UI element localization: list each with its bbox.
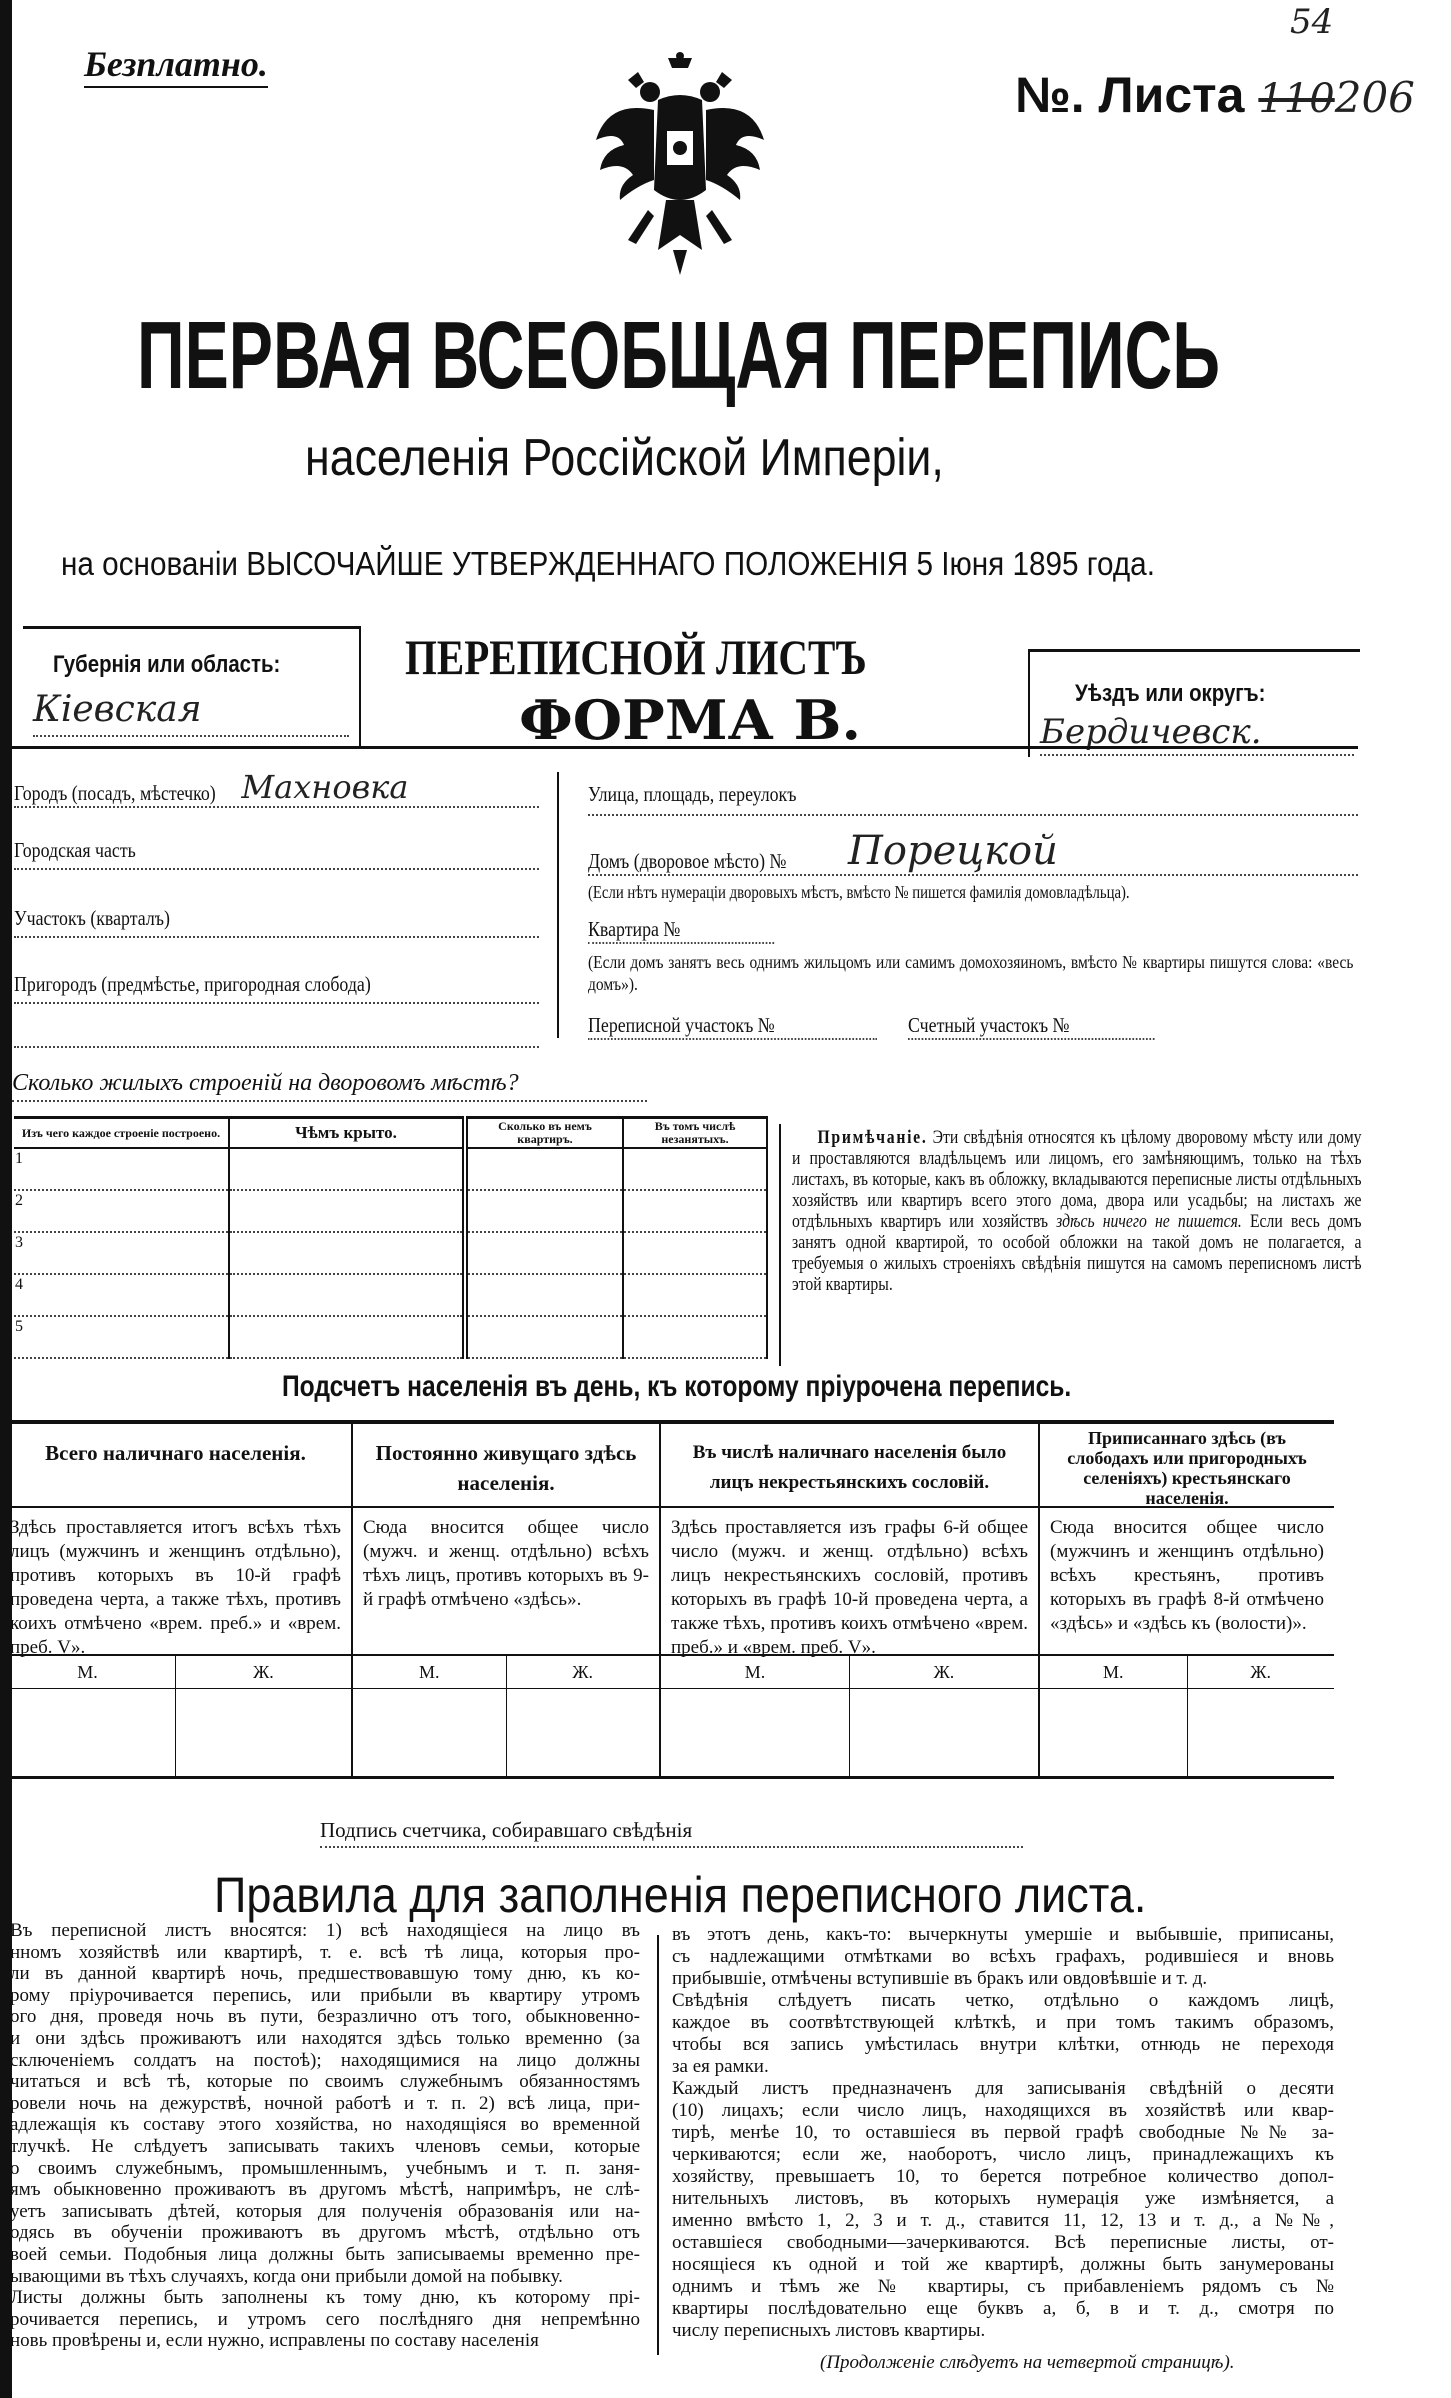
- rules-line: Въ переписной листъ вносятся: 1) всѣ находящіеся на лицо въ: [10, 1920, 640, 1941]
- rules-line: за ея рамки.: [672, 2056, 769, 2077]
- rules-line: въ этотъ день, какъ-то: вычеркнуты умершіе и выбывшіе, приписаны,: [672, 1924, 1334, 1945]
- rules-line: чтобы вся запись умѣстилась внутри клѣтки, отнюдь не переходя: [672, 2034, 1334, 2055]
- building-row: [14, 1232, 767, 1274]
- building-cell[interactable]: [14, 1190, 229, 1232]
- building-row-number: 1: [15, 1150, 23, 1167]
- building-cell[interactable]: [229, 1190, 465, 1232]
- rules-line: съ надлежащими отмѣтками во всѣхъ графахъ, родившіеся и вновь: [672, 1946, 1334, 1967]
- note-bracket: [779, 1124, 781, 1366]
- male-header: М.: [744, 1662, 766, 1682]
- count-col-resident-desc: Сюда вносится общее число (мужч. и женщ. отдѣльно) всѣхъ тѣхъ лицъ, противъ которыхъ въ 9-й графѣ отмѣчено «здѣсь».: [353, 1508, 659, 1656]
- building-cell[interactable]: [229, 1148, 465, 1190]
- form-type: ФОРМА В.: [519, 688, 862, 752]
- count-district-field[interactable]: Счетный участокъ №: [908, 1013, 1155, 1040]
- building-row: [14, 1274, 767, 1316]
- building-row-number: 3: [15, 1234, 23, 1251]
- rules-line: оставшіеся свободными—зачеркиваются. Всѣ переписные листы, от-: [672, 2232, 1334, 2253]
- rules-line: хозяйству, превышаетъ 10, то берется потребное количество допол-: [672, 2166, 1334, 2187]
- apartment-note: (Если домъ занятъ весь однимъ жильцомъ или самимъ домохозяиномъ, вмѣсто № квартиры пишутся слова: «весь домъ»).: [588, 952, 1354, 994]
- female-header: Ж.: [175, 1656, 351, 1688]
- house-value: Порецкой: [848, 828, 1058, 874]
- rules-line: ого дня, проведя ночь въ пути, безразлично отъ того, обыкновенно-: [10, 2006, 640, 2028]
- female-header: Ж.: [1187, 1656, 1335, 1688]
- rules-continuation: (Продолженіе слѣдуетъ на четвертой страницѣ).: [820, 2352, 1235, 2373]
- suburb-field-extra[interactable]: [14, 1024, 539, 1048]
- count-col-nonpeasant: [660, 1422, 1039, 1778]
- female-header: Ж.: [506, 1656, 660, 1688]
- note: [792, 1128, 1362, 1296]
- rules-line: черкиваются; если же, наоборотъ, число лицъ, принадлежащихъ къ: [672, 2144, 1334, 2165]
- page-mark: 54: [1290, 2, 1334, 42]
- town-field[interactable]: [14, 770, 539, 808]
- form-name: ПЕРЕПИСНОЙ ЛИСТЪ: [405, 629, 867, 685]
- note-text: Эти свѣдѣнія относятся къ цѣлому дворовому мѣсту или дому и проставляются владѣльцемъ или лицомъ, его замѣняющимъ, только на тѣхъ листахъ, въ которые, какъ въ обложку, вкладываются переписные листы отдѣльныхъ хозяйствъ или квартиръ всего этого дома, двора или усадьбы; на листахъ же отдѣльныхъ квартиръ или хозяйствъ: [792, 1128, 1362, 1232]
- rules-line: тирѣ, менѣе 10, то оставшіеся въ первой графѣ свободные №№ за-: [672, 2122, 1334, 2143]
- house-label: Домъ (дворовое мѣсто) №: [588, 849, 787, 873]
- rules-line: ывающими въ тѣхъ случаяхъ, когда они прибыли домой на побывку.: [10, 2265, 563, 2287]
- count-col-present: [0, 1422, 352, 1778]
- female-cell[interactable]: [849, 1689, 1038, 1776]
- rules-line: Каждый листъ предназначенъ для записыванія свѣдѣній о десяти: [672, 2078, 1334, 2099]
- rules-divider: [657, 1935, 659, 2355]
- male-header: М.: [77, 1662, 98, 1682]
- building-cell[interactable]: [229, 1274, 465, 1316]
- male-cell[interactable]: [353, 1689, 506, 1776]
- building-cell[interactable]: [465, 1274, 623, 1316]
- rules-line: тлучкѣ. Не слѣдуетъ записывать такихъ членовъ семьи, которые: [10, 2135, 640, 2157]
- count-title: Подсчетъ населенія въ день, къ которому пріурочена перепись.: [282, 1370, 1072, 1403]
- rules-line: ли въ данной квартирѣ ночь, предшествовавшую тому дню, къ ко-: [10, 1963, 640, 1985]
- apartment-field[interactable]: Квартира №: [588, 917, 774, 944]
- building-cell[interactable]: [229, 1232, 465, 1274]
- city-part-label: Городская часть: [14, 838, 136, 862]
- count-col-peasant-desc: Сюда вносится общее число (мужчинъ и женщинъ отдѣльно) всѣхъ крестьянъ, противъ которыхъ въ графѣ 8-й отмѣчено «здѣсь» и «здѣсь къ (волости)».: [1040, 1508, 1334, 1656]
- building-row-number: 5: [15, 1318, 23, 1335]
- legal-basis: на основаніи ВЫСОЧАЙШЕ УТВЕРЖДЕННАГО ПОЛОЖЕНІЯ 5 Іюня 1895 года.: [61, 545, 1155, 582]
- building-cell[interactable]: [229, 1316, 465, 1358]
- header-rule: [12, 746, 1358, 749]
- male-cell[interactable]: [0, 1689, 175, 1776]
- male-cell[interactable]: [1040, 1689, 1187, 1776]
- free-label: Безплатно.: [84, 42, 268, 88]
- rules-line: сключеніемъ солдатъ на постоѣ); находящимися на лицо должны: [10, 2049, 640, 2071]
- female-cell[interactable]: [506, 1689, 660, 1776]
- building-cell[interactable]: [14, 1316, 229, 1358]
- building-cell[interactable]: [623, 1148, 767, 1190]
- district-label: Уѣздъ или округъ:: [1075, 680, 1266, 707]
- subtitle: населенія Россійской Имперіи,: [305, 429, 944, 487]
- count-col-present-desc: Здѣсь проставляется итогъ всѣхъ тѣхъ лицъ (мужчинъ и женщинъ отдѣльно), противъ которыхъ въ 10-й графѣ проведена черта, а также тѣхъ, противъ коихъ отмѣчено «врем. преб.» и «врем. преб. V».: [0, 1508, 351, 1656]
- note-title: Примѣчаніе.: [817, 1128, 928, 1148]
- imperial-eagle-icon: [588, 50, 772, 280]
- rules-line: (10) лицахъ; если число лицъ, находящихся въ хозяйствѣ или квар-: [672, 2100, 1334, 2121]
- main-title: ПЕРВАЯ ВСЕОБЩАЯ ПЕРЕПИСЬ: [137, 302, 1220, 409]
- rules-line: числу переписныхъ листовъ квартиры.: [672, 2320, 986, 2341]
- block-label: Участокъ (кварталъ): [14, 906, 170, 930]
- rules-line: воей семьи. Подобныя лица должны быть записываемы временно пре-: [10, 2243, 640, 2265]
- male-header: М.: [418, 1662, 440, 1682]
- count-col-resident-head: Постоянно живущаго здѣсь населенія.: [353, 1424, 659, 1508]
- female-cell[interactable]: [175, 1689, 351, 1776]
- count-col-peasant: [1039, 1422, 1334, 1778]
- suburb-label: Пригородъ (предмѣстье, пригородная слобода): [14, 972, 371, 996]
- male-header: М.: [1102, 1662, 1124, 1682]
- sheet-number-new: 206: [1334, 73, 1415, 122]
- building-row: [14, 1190, 767, 1232]
- rules-left-column: [10, 1920, 640, 2352]
- rules-title: Правила для заполненія переписного листа.: [214, 1867, 1147, 1923]
- female-header: Ж.: [849, 1656, 1038, 1688]
- rules-line: Свѣдѣнія слѣдуетъ писать четко, отдѣльно о каждомъ лицѣ,: [672, 1990, 1334, 2011]
- address-divider: [557, 772, 559, 1038]
- note-text-2: Если весь домъ занятъ одной квартирой, то особой обложки на такой домъ не полагается, а требуемыя о жилыхъ строеніяхъ свѣдѣнія пишутся на самомъ переписномъ листѣ этой квартиры.: [792, 1212, 1362, 1295]
- town-label: Городъ (посадъ, мѣстечко): [14, 781, 216, 805]
- rules-right-column: [672, 1924, 1334, 2342]
- street-field[interactable]: [588, 782, 1358, 816]
- building-cell[interactable]: [623, 1316, 767, 1358]
- street-label: Улица, площадь, переулокъ: [588, 782, 797, 806]
- rules-line: одясь въ обученіи проживаютъ въ другомъ мѣстѣ, отдѣльно отъ: [10, 2222, 640, 2244]
- building-cell[interactable]: [465, 1232, 623, 1274]
- rules-line: уетъ записывать дѣтей, которыя для полученія образованія или на-: [10, 2200, 640, 2222]
- count-col-nonpeasant-head: Въ числѣ наличнаго населенія было лицъ некрестьянскихъ сословій.: [661, 1424, 1038, 1508]
- col-vacant: Въ томъ числѣ незанятыхъ.: [623, 1118, 767, 1149]
- building-row: [14, 1148, 767, 1190]
- rules-line: нномъ хозяйствѣ или квартирѣ, т. е. всѣ тѣ лица, которыя про-: [10, 1941, 640, 1963]
- city-part-field[interactable]: [14, 838, 539, 870]
- building-cell[interactable]: [623, 1232, 767, 1274]
- rules-line: Листы должны быть заполнены къ тому дню, къ которому прі-: [10, 2287, 640, 2309]
- building-cell[interactable]: [623, 1190, 767, 1232]
- rules-line: однимъ и тѣмъ же № квартиры, съ прибавленіемъ рядомъ съ №: [672, 2276, 1334, 2297]
- buildings-question: Сколько жилыхъ строеній на дворовомъ мѣстѣ?: [12, 1070, 519, 1096]
- count-col-resident: [352, 1422, 660, 1778]
- building-cell[interactable]: [623, 1274, 767, 1316]
- address-left: [14, 770, 539, 1048]
- count-col-present-head: Всего наличнаго населенія.: [0, 1424, 351, 1508]
- sheet-number: [1015, 66, 1415, 124]
- buildings-question-field[interactable]: [12, 1070, 647, 1102]
- address-right: [588, 782, 1358, 1040]
- building-cell[interactable]: [465, 1316, 623, 1358]
- signature-label: Подпись счетчика, собиравшаго свѣдѣнія: [320, 1818, 693, 1842]
- building-cell[interactable]: [14, 1232, 229, 1274]
- signature-field[interactable]: [320, 1818, 1023, 1848]
- building-cell[interactable]: [465, 1148, 623, 1190]
- female-cell[interactable]: [1187, 1689, 1335, 1776]
- buildings-table: [14, 1116, 768, 1359]
- note-italic: здѣсь ничего не пишется.: [1056, 1212, 1242, 1232]
- rules-line: прибывшіе, отмѣчены вступившіе въ бракъ или овдовѣвшіе и т. д.: [672, 1968, 1208, 1989]
- town-value: Махновка: [241, 768, 409, 806]
- district-box: [1028, 649, 1360, 757]
- rules-line: рочивается перепись, и утромъ сего послѣдняго дня непремѣнно: [10, 2308, 640, 2330]
- rules-line: каждое въ соотвѣтствующей клѣткѣ, и при томъ такимъ образомъ,: [672, 2012, 1334, 2033]
- province-value[interactable]: Кіевская: [33, 689, 349, 737]
- rules-line: адлежащія къ составу этого хозяйства, но находящіяся во временной: [10, 2114, 640, 2136]
- sheet-number-label: №. Листа: [1015, 67, 1245, 123]
- rules-line: ровели ночь на дежурствѣ, ночной работѣ и т. п. 2) всѣ лица, при-: [10, 2092, 640, 2114]
- province-box: [23, 626, 361, 747]
- sheet-number-old: 110: [1258, 76, 1335, 122]
- building-cell[interactable]: [465, 1190, 623, 1232]
- suburb-field[interactable]: [14, 972, 539, 1004]
- rules-line: именно вмѣсто 1, 2, 3 и т. д., ставится 11, 12, 13 и т. д., а №№,: [672, 2210, 1334, 2231]
- building-cell[interactable]: [14, 1148, 229, 1190]
- block-field[interactable]: [14, 906, 539, 938]
- male-cell[interactable]: [661, 1689, 849, 1776]
- col-apartments: Сколько въ немъ квартиръ.: [465, 1118, 623, 1149]
- building-cell[interactable]: [14, 1274, 229, 1316]
- rules-line: читаться и всѣ тѣ, которые по своимъ служебнымъ обязанностямъ: [10, 2071, 640, 2093]
- house-field[interactable]: [588, 828, 1358, 876]
- rules-line: новь провѣрены и, если нужно, исправлены по составу населенія: [10, 2330, 539, 2352]
- rules-line: квартиры послѣдовательно еще буквъ а, б, в и т. д., смотря по: [672, 2298, 1334, 2319]
- rules-line: ямъ обыкновенно проживаютъ въ другомъ мѣстѣ, напримѣръ, не слѣ-: [10, 2179, 640, 2201]
- rules-line: рому пріурочивается перепись, или прибыли въ квартиру утромъ: [10, 1984, 640, 2006]
- census-district-field[interactable]: Переписной участокъ №: [588, 1013, 877, 1040]
- building-row: [14, 1316, 767, 1358]
- rules-line: нительныхъ листовъ, въ которыхъ нумерація уже измѣняется, а: [672, 2188, 1334, 2209]
- rules-line: и они здѣсь проживаютъ или находятся здѣсь только временно (за: [10, 2027, 640, 2049]
- rules-line: носящіеся къ одной и той же квартирѣ, должны быть занумерованы: [672, 2254, 1334, 2275]
- house-note: (Если нѣтъ нумераціи дворовыхъ мѣстъ, вмѣсто № пишется фамилія домовладѣльца).: [588, 882, 1130, 902]
- building-row-number: 2: [15, 1192, 23, 1209]
- col-roof: Чѣмъ крыто.: [229, 1118, 465, 1149]
- district-value[interactable]: Бердичевск.: [1040, 712, 1354, 756]
- building-row-number: 4: [15, 1276, 23, 1293]
- col-material: Изъ чего каждое строеніе построено.: [21, 1125, 221, 1140]
- population-count-table: [0, 1420, 1334, 1779]
- count-col-nonpeasant-desc: Здѣсь проставляется изъ графы 6-й общее число (мужч. и женщ. отдѣльно) всѣхъ лицъ некрестьянскихъ сословій, противъ которыхъ въ графѣ 10-й проведена черта, а также тѣхъ, противъ коихъ отмѣчено «врем. преб.» и «врем. преб. V».: [661, 1508, 1038, 1656]
- rules-line: о своимъ служебнымъ, промышленнымъ, учебнымъ и т. п. заня-: [10, 2157, 640, 2179]
- province-label: Губернія или область:: [53, 651, 281, 678]
- count-col-peasant-head: Приписаннаго здѣсь (въ слободахъ или пригородныхъ селеніяхъ) крестьянскаго населенія.: [1040, 1424, 1334, 1508]
